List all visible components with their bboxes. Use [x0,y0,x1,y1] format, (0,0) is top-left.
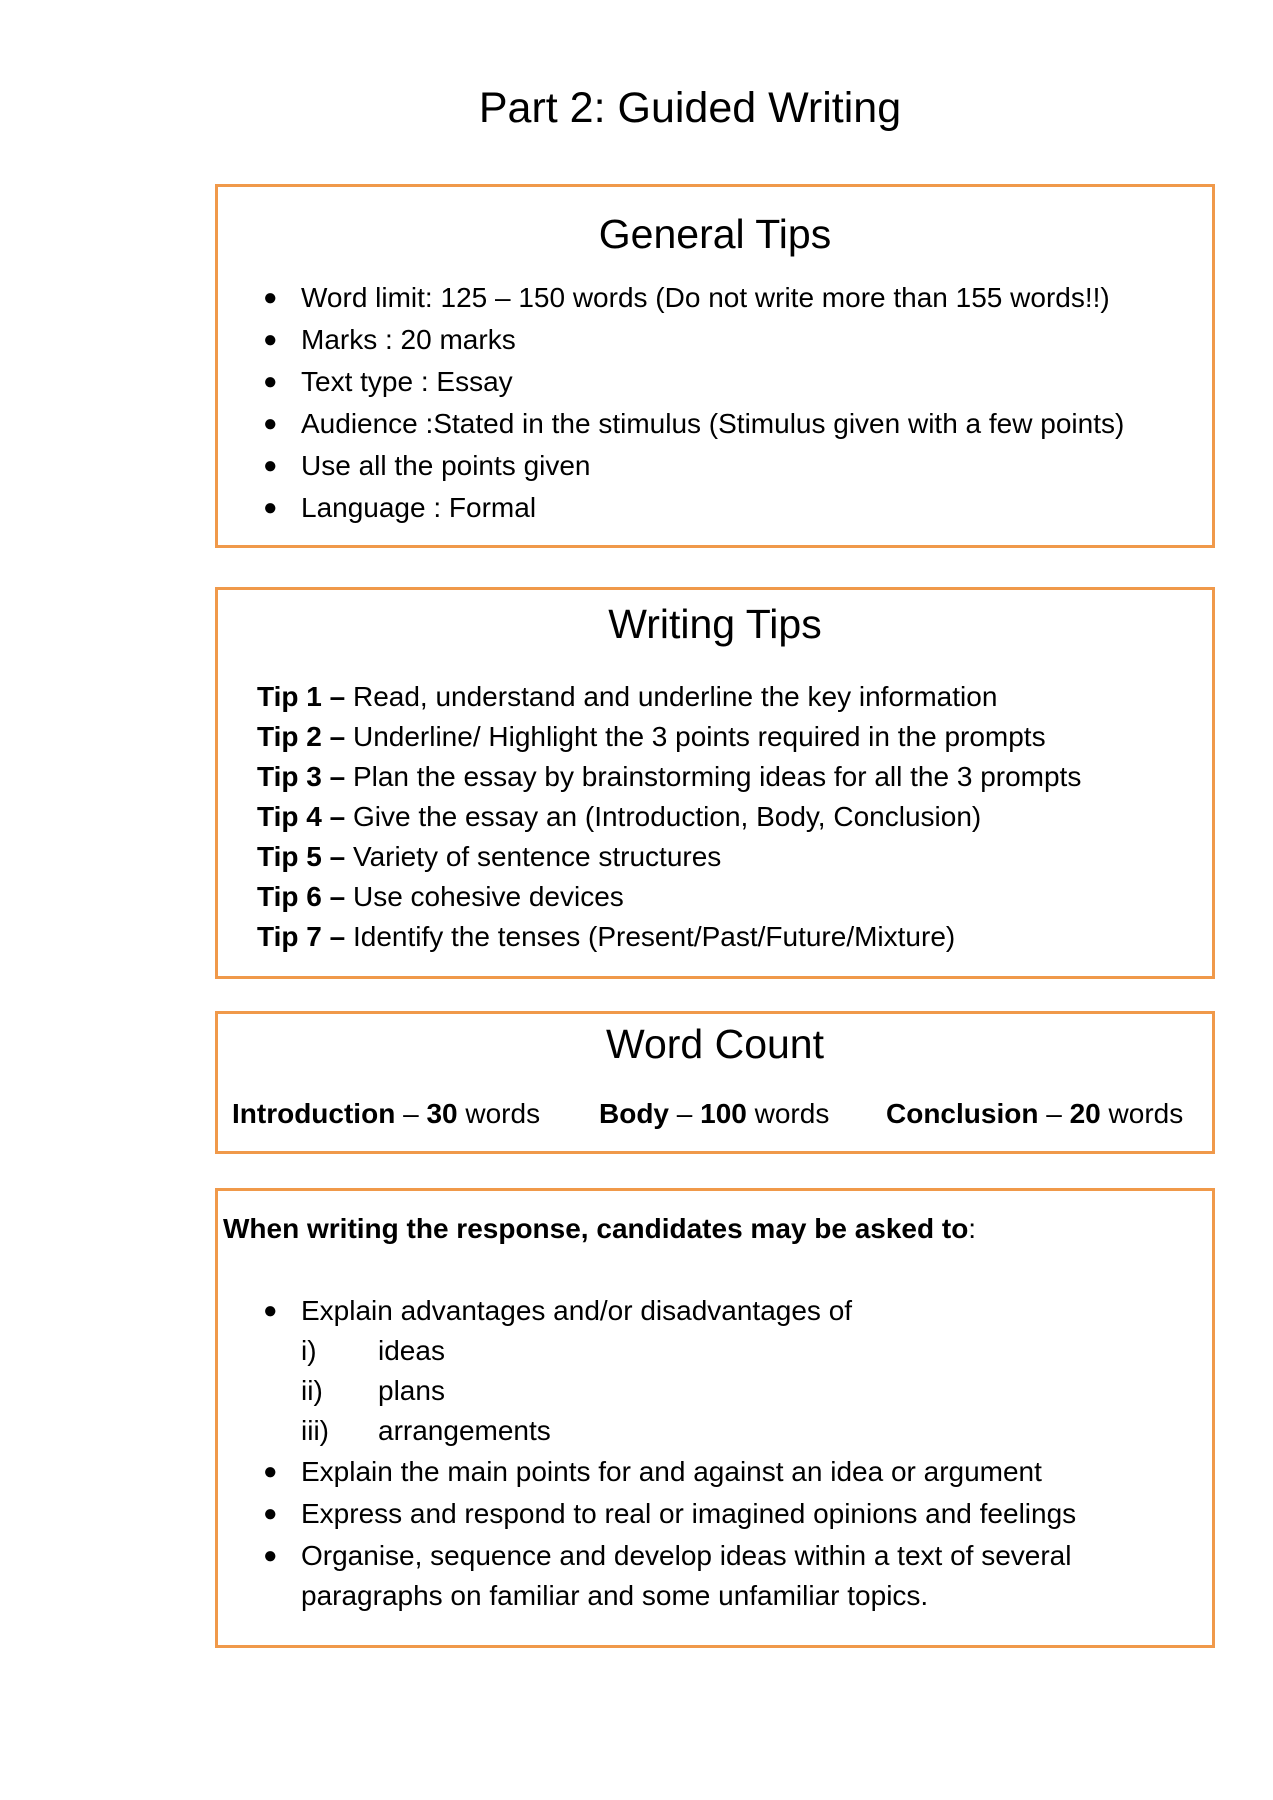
part-dash: – [1038,1098,1070,1129]
word-count-part [599,1100,829,1128]
writing-tip-item [257,843,721,871]
part-name: Introduction [232,1098,396,1129]
bullet-icon: ● [263,1297,278,1324]
bullet-icon: ● [263,368,278,395]
writing-tip-text: Read, understand and underline the key information [345,681,998,712]
response-item: Explain the main points for and against an idea or argument [301,1456,1042,1487]
bullet-icon: ● [263,1542,278,1569]
bullet-icon: ● [263,452,278,479]
writing-tip-text: Plan the essay by brainstorming ideas for all the 3 prompts [345,761,1082,792]
writing-tip-label: Tip 5 – [257,841,346,872]
response-heading [223,1215,976,1243]
writing-tip-item [257,763,1081,791]
general-tips-box [215,184,1215,548]
response-box [215,1188,1215,1648]
word-count-part [232,1100,540,1128]
writing-tip-item [257,683,997,711]
general-tip-item: Text type : Essay [301,366,513,397]
writing-tip-label: Tip 2 – [257,721,346,752]
response-heading-colon: : [968,1213,977,1244]
general-tip-item: Marks : 20 marks [301,324,516,355]
part-name: Conclusion [886,1098,1039,1129]
bullet-icon: ● [263,410,278,437]
writing-tip-text: Use cohesive devices [345,881,624,912]
response-item: Organise, sequence and develop ideas within a text of several [301,1540,1072,1571]
general-tip-item: Audience :Stated in the stimulus (Stimulus given with a few points) [301,408,1125,439]
sub-item-number: ii) [301,1375,323,1406]
response-heading-text: When writing the response, candidates may be asked to [223,1213,969,1244]
sub-item-text: ideas [378,1335,445,1366]
part-count: 30 [426,1098,458,1129]
general-tip-item: Word limit: 125 – 150 words (Do not write more than 155 words!!) [301,282,1110,313]
part-unit: words [457,1098,541,1129]
writing-tip-text: Give the essay an (Introduction, Body, Conclusion) [345,801,982,832]
page-title: Part 2: Guided Writing [478,84,902,132]
response-item: Express and respond to real or imagined opinions and feelings [301,1498,1077,1529]
writing-tip-item [257,803,981,831]
part-count: 20 [1069,1098,1101,1129]
writing-tip-label: Tip 1 – [257,681,346,712]
writing-tips-box [215,587,1215,979]
sub-item-number: iii) [301,1415,329,1446]
word-count-part [886,1100,1183,1128]
sub-item-text: plans [378,1375,445,1406]
response-item: Explain advantages and/or disadvantages of [301,1295,853,1326]
part-unit: words [746,1098,830,1129]
part-count: 100 [700,1098,747,1129]
writing-tip-item [257,923,955,951]
writing-tip-label: Tip 7 – [257,921,346,952]
writing-tip-text: Underline/ Highlight the 3 points required in the prompts [345,721,1046,752]
general-tips-heading: General Tips [598,211,832,257]
part-dash: – [669,1098,701,1129]
word-count-box [215,1011,1215,1154]
bullet-icon: ● [263,1458,278,1485]
part-name: Body [599,1098,669,1129]
writing-tip-text: Identify the tenses (Present/Past/Future/Mixture) [345,921,956,952]
writing-tip-label: Tip 4 – [257,801,346,832]
writing-tip-item [257,723,1046,751]
writing-tip-label: Tip 6 – [257,881,346,912]
writing-tip-text: Variety of sentence structures [345,841,722,872]
sub-item-text: arrangements [378,1415,551,1446]
writing-tips-heading: Writing Tips [608,601,822,647]
bullet-icon: ● [263,494,278,521]
bullet-icon: ● [263,326,278,353]
writing-tip-label: Tip 3 – [257,761,346,792]
writing-tip-item [257,883,624,911]
word-count-heading: Word Count [605,1021,824,1067]
general-tip-item: Language : Formal [301,492,537,523]
general-tip-item: Use all the points given [301,450,591,481]
bullet-icon: ● [263,284,278,311]
bullet-icon: ● [263,1500,278,1527]
part-unit: words [1100,1098,1184,1129]
part-dash: – [395,1098,427,1129]
sub-item-number: i) [301,1335,317,1366]
response-item-continuation: paragraphs on familiar and some unfamiliar topics. [301,1580,929,1611]
